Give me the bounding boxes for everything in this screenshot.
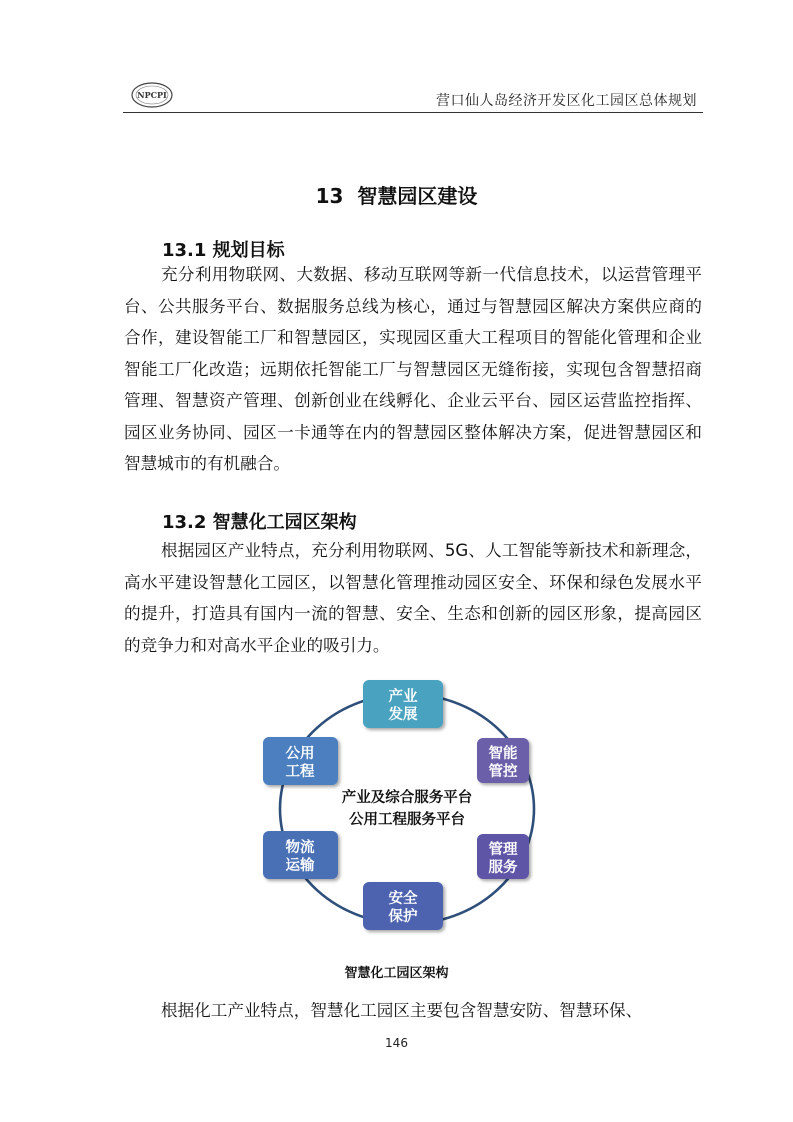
node-smart-control [477, 738, 529, 783]
npcpi-logo [131, 82, 173, 108]
page-header [123, 78, 703, 116]
center-label-1: 产业及综合服务平台 [341, 790, 473, 806]
node-label-line2: 服务 [488, 860, 518, 876]
svg-text:NPCPI: NPCPI [137, 90, 167, 100]
chapter-title: 13 智慧园区建设 [315, 184, 478, 208]
node-label-line1: 产业 [388, 689, 418, 705]
node-label-line2: 保护 [388, 909, 418, 925]
node-label-line1: 公用 [285, 746, 315, 762]
node-label-line1: 物流 [285, 840, 315, 856]
node-label-line2: 发展 [388, 707, 418, 723]
center-label-2: 公用工程服务平台 [349, 812, 465, 828]
node-public-utilities [263, 737, 338, 785]
node-management-service [477, 834, 529, 879]
page-number: 146 [385, 1036, 408, 1050]
node-label-line1: 安全 [388, 891, 418, 907]
document-title: 营口仙人岛经济开发区化工园区总体规划 [436, 93, 697, 109]
node-safety-protection [363, 882, 443, 930]
architecture-diagram [253, 672, 559, 950]
paragraph-architecture: 根据园区产业特点，充分利用物联网、5G、人工智能等新技术和新理念，高水平建设智慧化工园区，以智慧化管理推动园区安全、环保和绿色发展水平的提升，打造具有国内一流的智慧、安全、生态和创新的园区形象，提高园区的竞争力和对高水平企业的吸引力。 [124, 541, 702, 655]
node-label-line2: 管控 [488, 764, 518, 780]
header-divider [123, 112, 703, 113]
center-platform-text [342, 788, 473, 828]
node-label-line2: 运输 [285, 858, 315, 874]
node-industry-development [363, 680, 443, 728]
section-title-13-2: 13.2 智慧化工园区架构 [162, 512, 357, 533]
paragraph-planning-goals: 充分利用物联网、大数据、移动互联网等新一代信息技术，以运营管理平台、公共服务平台、数据服务总线为核心，通过与智慧园区解决方案供应商的合作，建设智能工厂和智慧园区，实现园区重大工程项目的智能化管理和企业智能工厂化改造；远期依托智能工厂与智慧园区无缝衔接，实现包含智慧招商管理、智慧资产管理、创新创业在线孵化、企业云平台、园区运营监控指挥、园区业务协同、园区一卡通等在内的智慧园区整体解决方案，促进智慧园区和智慧城市的有机融合。 [124, 265, 702, 473]
node-label-line2: 工程 [285, 764, 315, 780]
node-label-line1: 管理 [488, 842, 518, 858]
node-logistics [263, 831, 338, 879]
paragraph-continuation: 根据化工产业特点，智慧化工园区主要包含智慧安防、智慧环保、 [161, 1001, 643, 1020]
node-label-line1: 智能 [488, 746, 518, 762]
figure-caption: 智慧化工园区架构 [344, 966, 449, 981]
section-title-13-1: 13.1 规划目标 [162, 240, 285, 261]
